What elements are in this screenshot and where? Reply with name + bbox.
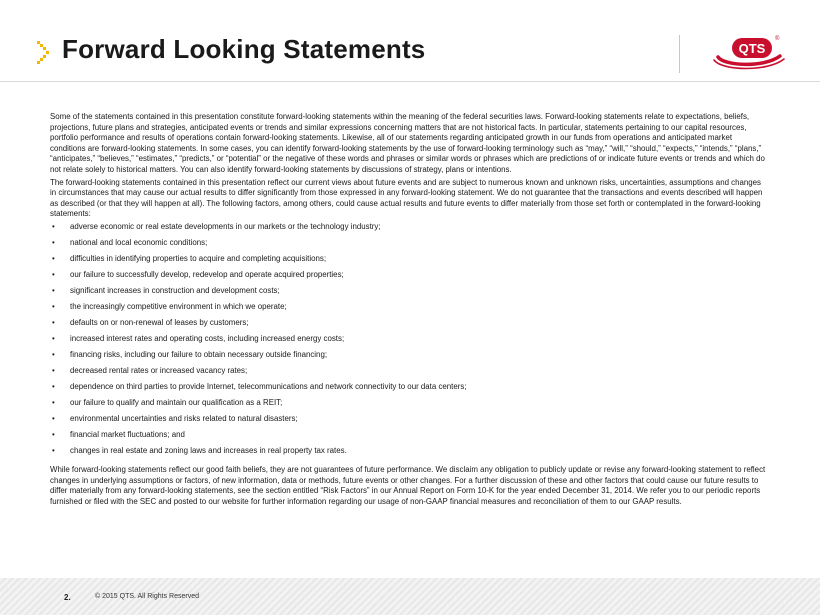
list-item: [50, 238, 768, 254]
page-title: Forward Looking Statements: [62, 34, 426, 64]
list-item-text: difficulties in identifying properties to acquire and completing acquisitions;: [70, 253, 327, 263]
list-item-text: defaults on or non-renewal of leases by customers;: [70, 317, 249, 327]
header-divider: [679, 35, 680, 73]
bullet-icon: •: [52, 381, 55, 391]
bullet-icon: •: [52, 397, 55, 407]
list-item-text: financial market fluctuations; and: [70, 429, 185, 439]
bullet-icon: •: [52, 429, 55, 439]
list-item: [50, 382, 768, 398]
header-rule: [0, 81, 820, 82]
bullet-icon: •: [52, 221, 55, 231]
list-item: [50, 318, 768, 334]
list-item: [50, 430, 768, 446]
list-item-text: the increasingly competitive environment in which we operate;: [70, 301, 287, 311]
copyright-notice: © 2015 QTS. All Rights Reserved: [95, 593, 199, 600]
risk-factor-list: [50, 222, 768, 462]
bullet-icon: •: [52, 237, 55, 247]
closing-paragraph: While forward-looking statements reflect our good faith beliefs, they are not guarantees of future performance. We disclaim any obligation to publicly update or revise any forward-looking statement to reflect changes in underlying assumptions or factors, of new information, data or methods, future events or other changes. For a further discussion of these and other factors that could cause our future results to differ materially from any forward-looking statements, see the section entitled “Risk Factors” in our Annual Report on Form 10-K for the year ended December 31, 2014. We refer you to our periodic reports furnished or filed with the SEC and posted to our website for further information regarding our usage of non-GAAP financial measures and reconciliation of them to our GAAP results.: [50, 464, 766, 506]
bullet-icon: •: [52, 333, 55, 343]
list-item: [50, 286, 768, 302]
list-item: [50, 398, 768, 414]
list-item-text: significant increases in construction and development costs;: [70, 285, 280, 295]
slide-header: [0, 0, 820, 80]
intro-paragraph: Some of the statements contained in this presentation constitute forward-looking statements within the meaning of the federal securities laws. Forward-looking statements relate to expectations, beliefs, projections, future plans and strategies, anticipated events or trends and similar expressions concerning matters that are not historical facts. In particular, statements pertaining to our capital resources, portfolio performance and results of operations contain forward-looking statements. Likewise, all of our statements regarding anticipated growth in our funds from operations and anticipated market conditions are forward-looking statements. In some cases, you can identify forward-looking statements by the use of forward-looking terminology such as “may,” “will,” “should,” “expects,” “intends,” “plans,” “anticipates,” “believes,” “estimates,” “predicts,” or “potential” or the negative of these words and phrases or similar words or phrases which are predictions of or indicate future events or trends and which do not relate solely to historical matters. You can also identify forward-looking statements by discussions of strategy, plans or intentions.: [50, 112, 765, 174]
list-item-text: decreased rental rates or increased vacancy rates;: [70, 365, 248, 375]
list-item: [50, 350, 768, 366]
svg-text:®: ®: [775, 36, 780, 42]
list-item-text: financing risks, including our failure to obtain necessary outside financing;: [70, 349, 328, 359]
statement-body: [50, 112, 768, 509]
chevron-right-icon: [36, 40, 52, 66]
list-item-text: adverse economic or real estate developments in our markets or the technology industry;: [70, 221, 381, 231]
bullet-icon: •: [52, 301, 55, 311]
list-item-text: dependence on third parties to provide Internet, telecommunications and network connectivity to our data centers;: [70, 381, 467, 391]
list-item: [50, 302, 768, 318]
page-number: 2.: [64, 593, 71, 602]
list-item: [50, 222, 768, 238]
list-item-text: changes in real estate and zoning laws and increases in real property tax rates.: [70, 445, 347, 455]
bullet-icon: •: [52, 269, 55, 279]
bullet-icon: •: [52, 285, 55, 295]
risk-paragraph: The forward-looking statements contained in this presentation reflect our current views about future events and are subject to numerous known and unknown risks, uncertainties, assumptions and changes in circumstances that may cause our actual results to differ significantly from those expressed in any forward-looking statement. We do not guarantee that the transactions and events described will happen as described (or that they will happen at all). The following factors, among others, could cause actual results and future events to differ materially from those set forth or contemplated in the forward-looking statements:: [50, 177, 763, 219]
list-item: [50, 334, 768, 350]
list-item: [50, 446, 768, 462]
list-item-text: increased interest rates and operating costs, including increased energy costs;: [70, 333, 345, 343]
bullet-icon: •: [52, 349, 55, 359]
list-item: [50, 366, 768, 382]
bullet-icon: •: [52, 317, 55, 327]
list-item-text: environmental uncertainties and risks related to natural disasters;: [70, 413, 298, 423]
bullet-icon: •: [52, 445, 55, 455]
list-item: [50, 270, 768, 286]
qts-logo: [708, 30, 788, 76]
list-item: [50, 254, 768, 270]
list-item-text: our failure to qualify and maintain our qualification as a REIT;: [70, 397, 283, 407]
bullet-icon: •: [52, 253, 55, 263]
list-item: [50, 414, 768, 430]
bullet-icon: •: [52, 365, 55, 375]
list-item-text: our failure to successfully develop, redevelop and operate acquired properties;: [70, 269, 344, 279]
bullet-icon: •: [52, 413, 55, 423]
logo-text: QTS: [738, 41, 766, 56]
list-item-text: national and local economic conditions;: [70, 237, 208, 247]
